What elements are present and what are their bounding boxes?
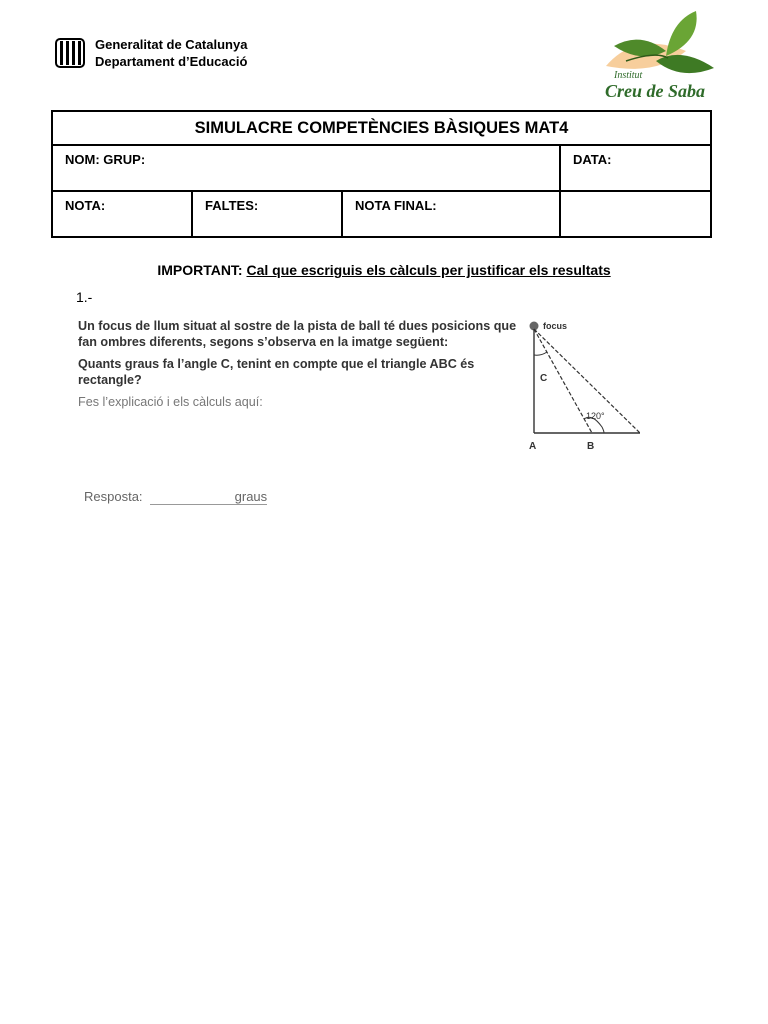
school-logo-small-text: Institut — [614, 70, 643, 81]
org-line-1: Generalitat de Catalunya — [95, 37, 248, 52]
organization-name — [95, 36, 247, 70]
org-line-2: Departament d’Educació — [95, 54, 248, 69]
generalitat-logo-icon — [55, 38, 85, 68]
triangle-diagram — [520, 315, 650, 455]
school-logo-large-text: Creu de Saba — [605, 81, 706, 101]
answer-label: Resposta: — [84, 489, 143, 504]
answer-input-line[interactable] — [150, 489, 267, 505]
point-a-label: A — [529, 441, 537, 452]
point-b-label: B — [587, 441, 595, 452]
angle-120-label: 120° — [586, 411, 605, 421]
leaf-logo-icon — [596, 6, 718, 102]
problem-prompt: Quants graus fa l’angle C, tenint en compte que el triangle ABC és rectangle? — [78, 357, 475, 387]
errors-field[interactable]: FALTES: — [192, 191, 342, 237]
angle-c-arc — [534, 352, 547, 355]
angle-c-label: C — [540, 373, 548, 384]
date-field[interactable]: DATA: — [560, 145, 711, 191]
problem-instruction: Fes l’explicació i els càlculs aquí: — [78, 395, 263, 409]
important-notice — [0, 262, 768, 278]
student-info-table — [51, 110, 712, 238]
problem-text — [78, 318, 523, 416]
answer-row — [84, 489, 267, 505]
answer-unit: graus — [234, 489, 268, 504]
problem-statement: Un focus de llum situat al sostre de la pista de ball té dues posicions que fan ombres diferents, segons s’observa en la imatge següent: — [78, 319, 517, 349]
question-number: 1.- — [76, 289, 93, 305]
final-grade-field[interactable]: NOTA FINAL: — [342, 191, 560, 237]
important-label: IMPORTANT: — [157, 262, 243, 278]
grade-field[interactable]: NOTA: — [52, 191, 192, 237]
final-grade-value-cell[interactable] — [560, 191, 711, 237]
exam-title: SIMULACRE COMPETÈNCIES BÀSIQUES MAT4 — [52, 111, 711, 145]
important-text: Cal que escriguis els càlculs per justificar els resultats — [246, 262, 611, 278]
focus-label: focus — [543, 321, 568, 331]
name-group-field[interactable]: NOM: GRUP: — [52, 145, 560, 191]
